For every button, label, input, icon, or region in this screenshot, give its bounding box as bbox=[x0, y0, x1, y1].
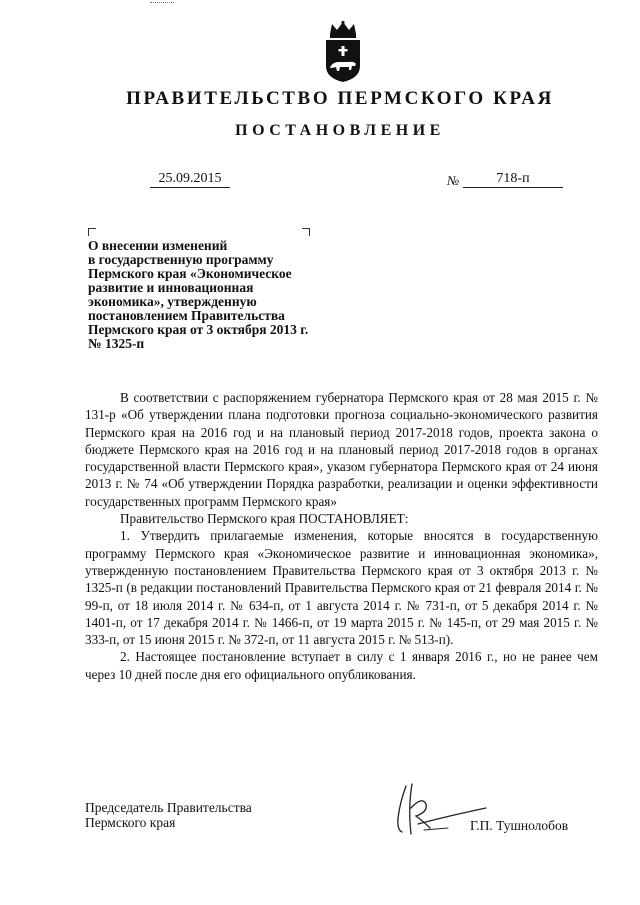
subject-line: экономика», утвержденную bbox=[88, 294, 257, 309]
subject-line: Пермского края «Экономическое bbox=[88, 266, 292, 281]
subject-line: развитие и инновационная bbox=[88, 280, 254, 295]
body-paragraph-resolves: Правительство Пермского края ПОСТАНОВЛЯЕТ: bbox=[120, 511, 409, 527]
body-paragraph-preamble: В соответствии с распоряжением губернатора Пермского края от 28 мая 2015 г. № 131-р «Об утверждении плана подготовки прогноза социально-экономического развития Пермского края на 2016 год и на плановый период 2017-2018 годов, проекта закона о бюджете Пермского края на 2016 год и на плановый период 2017-2018 годов в органах государственной власти Пермского края», указом губернатора Пермского края от 24 июня 2013 г. № 74 «Об утверждении Порядка разработки, реализации и оценки эффективности государственных программ Пермского края» bbox=[85, 390, 598, 509]
signer-name: Г.П. Тушнолобов bbox=[470, 818, 569, 833]
subject-corner-right bbox=[302, 228, 310, 236]
coat-of-arms-icon bbox=[322, 20, 364, 84]
scan-mark bbox=[150, 2, 174, 3]
subject-line: постановлением Правительства bbox=[88, 308, 285, 323]
body-paragraph-item-1: 1. Утвердить прилагаемые изменения, которые вносятся в государственную программу Пермского края «Экономическое развитие и инновационная экономика», утвержденную постановлением Правительства Пермского края от 3 октября 2013 г. № 1325-п (в редакции постановлений Правительства Пермского края от 21 февраля 2014 г. № 99-п, от 18 июля 2014 г. № 634-п, от 1 августа 2014 г. № 731-п, от 5 декабря 2014 г. № 1401-п, от 17 декабря 2014 г. № 1466-п, от 19 марта 2015 г. № 145-п, от 29 мая 2015 г. № 333-п, от 15 июня 2015 г. № 372-п, от 11 августа 2015 г. № 513-п). bbox=[85, 528, 598, 648]
document-date: 25.09.2015 bbox=[150, 171, 230, 188]
subject-line: О внесении изменений bbox=[88, 238, 228, 253]
number-label: № bbox=[447, 173, 460, 188]
signer-title bbox=[85, 800, 252, 830]
subject-line: № 1325-п bbox=[88, 336, 145, 351]
document-type: ПОСТАНОВЛЕНИЕ bbox=[235, 122, 445, 139]
document-number: 718-п bbox=[463, 171, 563, 188]
subject-line: в государственную программу bbox=[88, 252, 274, 267]
document-subject bbox=[88, 239, 348, 351]
signer-title-line: Пермского края bbox=[85, 815, 176, 830]
subject-corner-left bbox=[88, 228, 96, 236]
body-paragraph-item-2: 2. Настоящее постановление вступает в силу с 1 января 2016 г., но не ранее чем через 10 дней после дня его официального опубликования. bbox=[85, 649, 598, 682]
signer-title-line: Председатель Правительства bbox=[85, 800, 252, 815]
subject-line: Пермского края от 3 октября 2013 г. bbox=[88, 322, 309, 337]
document-body bbox=[85, 389, 598, 683]
government-title: ПРАВИТЕЛЬСТВО ПЕРМСКОГО КРАЯ bbox=[126, 88, 554, 109]
